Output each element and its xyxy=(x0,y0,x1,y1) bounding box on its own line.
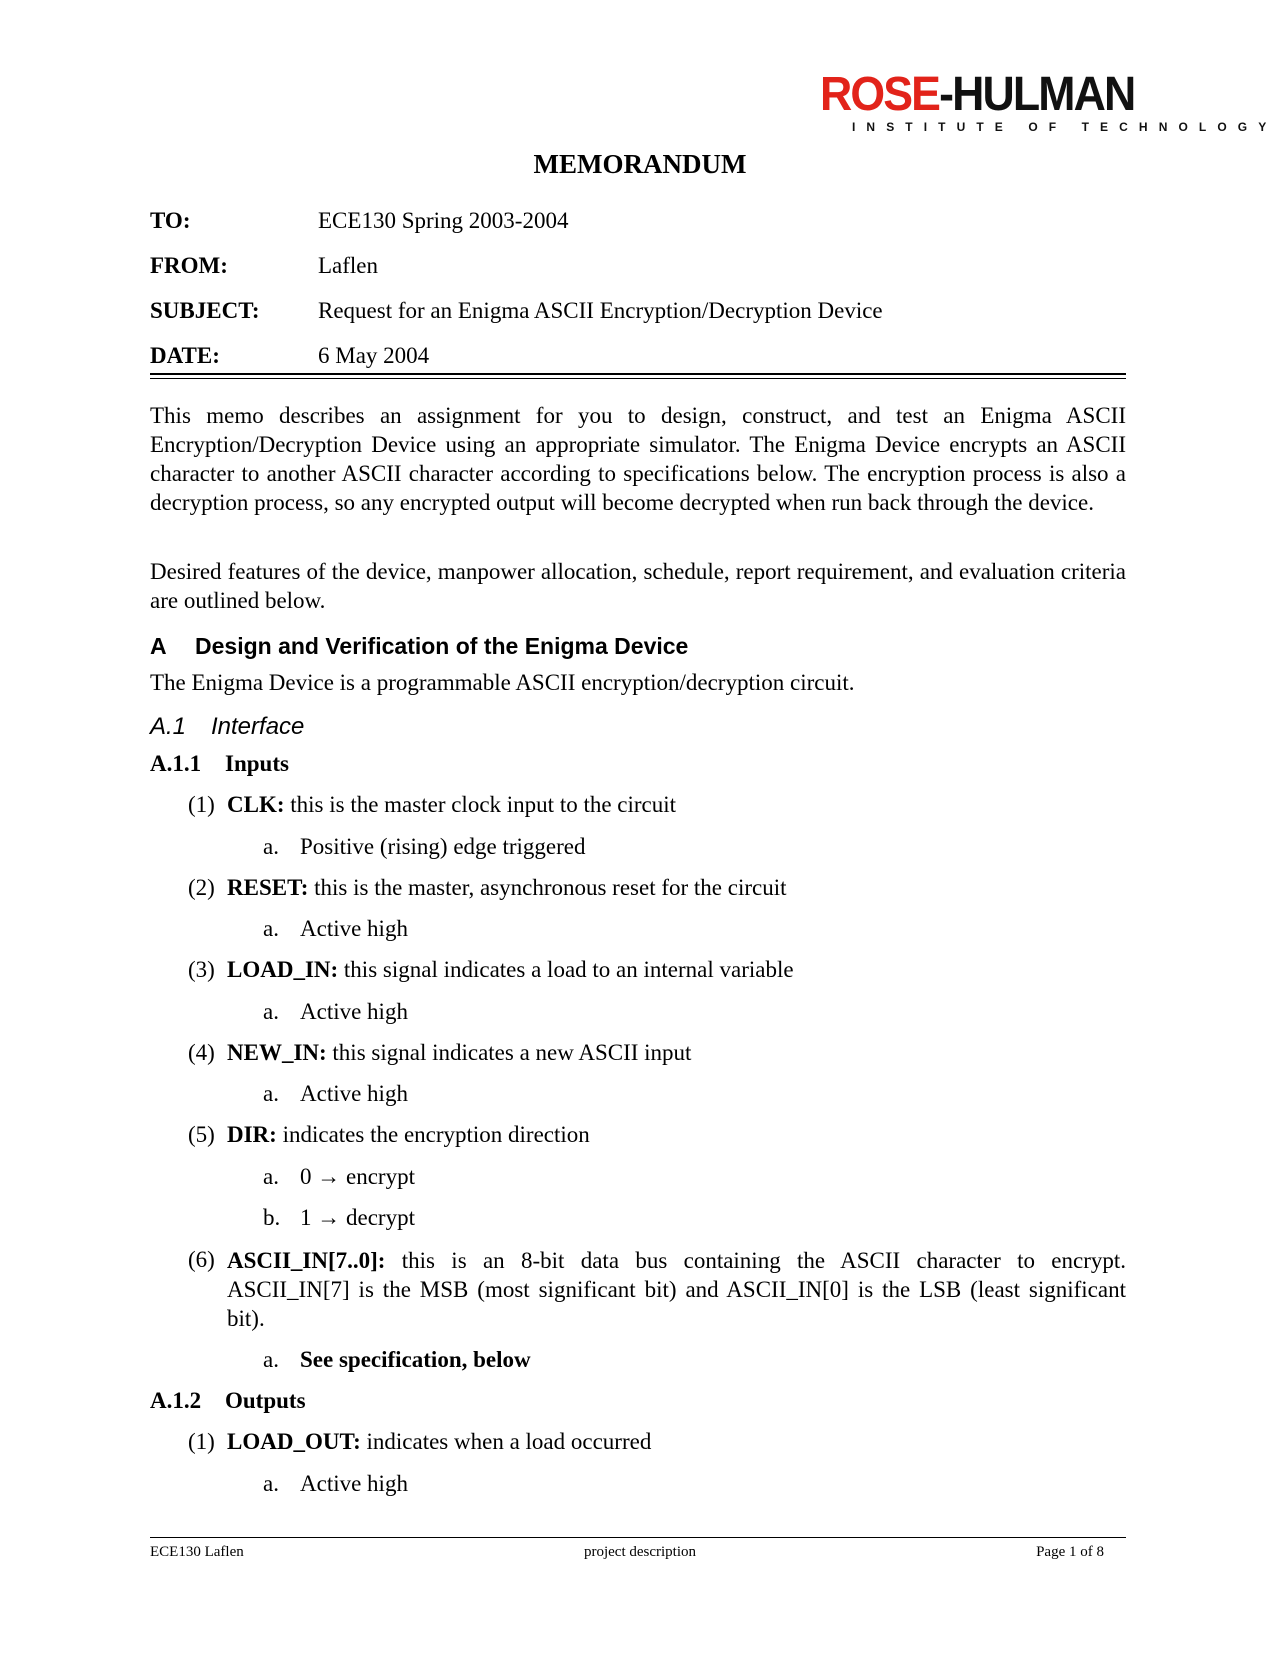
subject-label: SUBJECT: xyxy=(150,298,260,323)
signal-name: CLK: xyxy=(227,792,285,817)
section-a-text: The Enigma Device is a programmable ASCII encryption/decryption circuit. xyxy=(150,670,855,695)
footer-page-number: Page 1 of 8 xyxy=(1036,1544,1104,1560)
sub-item: a. Active high xyxy=(263,1471,408,1496)
logo-subtitle: INSTITUTE OF TECHNOLOGY xyxy=(852,120,1278,134)
from-value: Laflen xyxy=(318,253,379,278)
section-a-heading: A Design and Verification of the Enigma Device xyxy=(150,633,689,659)
subject-value: Request for an Enigma ASCII Encryption/Decryption Device xyxy=(318,298,883,323)
signal-name: LOAD_OUT: xyxy=(227,1429,361,1454)
document-page: ROSE-HULMAN INSTITUTE OF TECHNOLOGY MEMORANDUM TO: ECE130 Spring 2003-2004 FROM: Laflen SUBJECT: Request for an Enigma ASCII Encryption/Decryption Device DATE: 6 May 2004 This memo describes an assignment for you to design, construct, and test an Enigma ASCII Encryption/Decryption Device using an appropriate simulator. The Enigma Device encrypts an ASCII character to another ASCII character according to specifications below. The encryption process is also a decryption process, so any encrypted output will become decrypted when run back through the device. Desired features of the device, manpower allocation, schedule, report requirement, and evaluation criteria are outlined below. A Design and Verification of the Enigma Device The Enigma Device is a programmable ASCII encryption/decryption circuit. A.1 Interface A.1.1 Inputs (1) CLK: this is the master clock input to the circuit a. Positive (rising) edge triggered (2) RESET: this is the master, asynchronous reset for the circuit a. Active high (3) LOAD_IN: this signal indicates a load to an internal variable a. Active high (4) NEW_IN: this signal indicates a new ASCII input a. Active high (5) DIR: indicates the encryption direction a. 0 → encrypt b. 1 → decrypt (6) ASCII_IN[7..0]: this is an 8-bit data bus containing the ASCII character to encrypt. ASCII_IN[7] is the MSB (most significant bit) and ASCII_IN[0] is the LSB (least significant bit). a. See specification, below A.1.2 Outputs (1) LOAD_OUT: indicates when a load occurred a. Active high ECE130 Laflen project description Page 1 of 8 xyxy=(0,0,1280,1656)
sub-item: a. Active high xyxy=(263,916,408,941)
signal-name: NEW_IN: xyxy=(227,1040,327,1065)
header-divider-top xyxy=(150,373,1126,375)
sub-item: a. 0 → encrypt xyxy=(263,1164,415,1189)
section-a1-heading: A.1 Interface xyxy=(150,713,305,740)
footer-divider xyxy=(150,1537,1126,1538)
to-value: ECE130 Spring 2003-2004 xyxy=(318,208,569,233)
sub-item: a. See specification, below xyxy=(263,1347,531,1372)
date-value: 6 May 2004 xyxy=(318,343,430,368)
logo-wordmark: ROSE-HULMAN xyxy=(820,68,1135,121)
date-label: DATE: xyxy=(150,343,220,368)
signal-name: RESET: xyxy=(227,875,309,900)
to-label: TO: xyxy=(150,208,191,233)
signal-name: ASCII_IN[7..0]: xyxy=(227,1248,386,1273)
section-a11-heading: A.1.1 Inputs xyxy=(150,751,289,776)
signal-name: LOAD_IN: xyxy=(227,957,339,982)
section-a12-heading: A.1.2 Outputs xyxy=(150,1388,306,1413)
sub-item: a. Active high xyxy=(263,999,408,1024)
header-divider-bottom xyxy=(150,378,1126,379)
footer-center: project description xyxy=(583,1544,697,1560)
intro-paragraph: This memo describes an assignment for you to design, construct, and test an Enigma ASCII Encryption/Decryption Device using an appropriate simulator. The Enigma Device encrypts an ASCII character to another ASCII character according to specifications below. The encryption process is also a decryption process, so any encrypted output will become decrypted when run back through the device. xyxy=(150,403,1126,515)
sub-item: b. 1 → decrypt xyxy=(263,1205,415,1230)
from-label: FROM: xyxy=(150,253,228,278)
signal-name: DIR: xyxy=(227,1122,277,1147)
features-paragraph: Desired features of the device, manpower allocation, schedule, report requirement, and evaluation criteria are outlined below. xyxy=(150,559,1126,613)
sub-item: a. Active high xyxy=(263,1081,408,1106)
sub-item: a. Positive (rising) edge triggered xyxy=(263,834,586,859)
rose-hulman-logo xyxy=(820,68,1278,134)
footer-left: ECE130 Laflen xyxy=(150,1544,244,1560)
memo-title: MEMORANDUM xyxy=(533,149,747,179)
